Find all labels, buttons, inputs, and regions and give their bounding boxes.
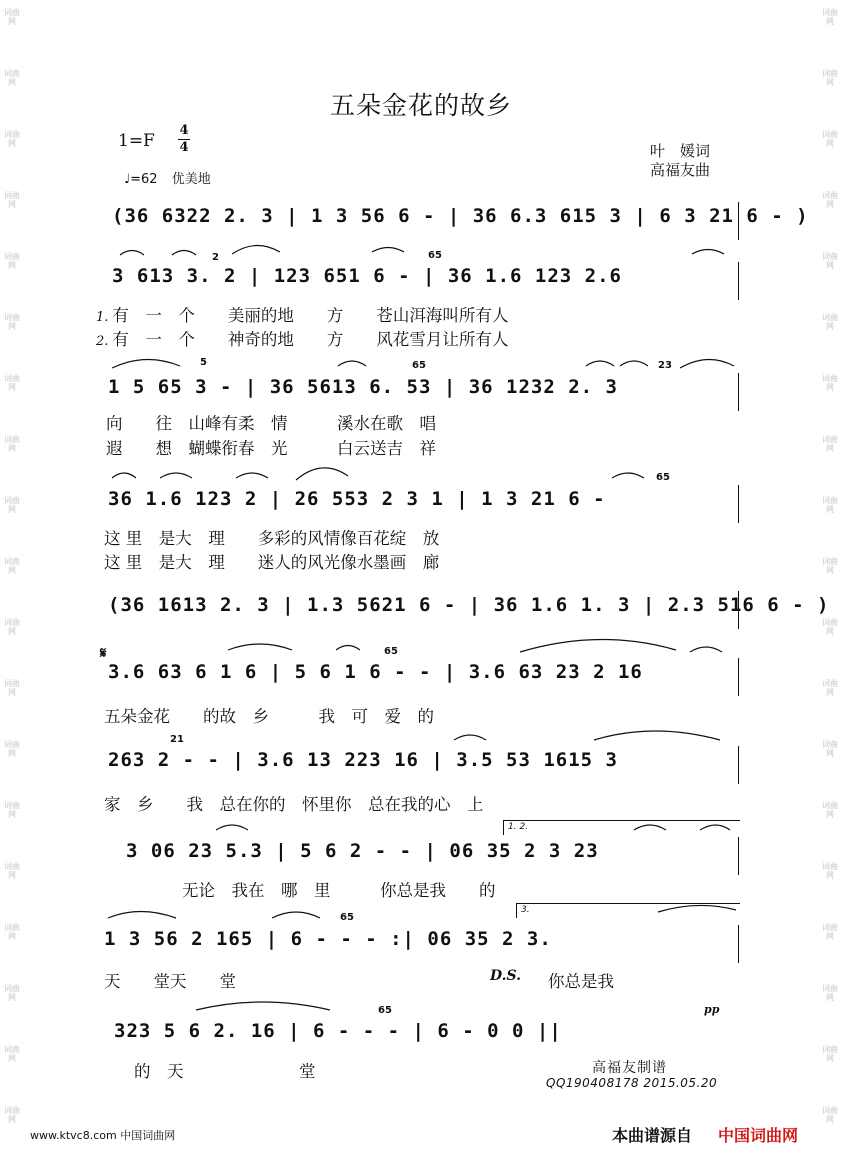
watermark-text: 词曲网 — [822, 862, 838, 880]
watermark-text: 词曲网 — [4, 496, 20, 514]
notation-line-10: 323 5 6 2. 16 | 6 - - - | 6 - 0 0 || — [114, 1020, 562, 1042]
source-label: 本曲谱源自 — [612, 1126, 693, 1145]
notation-line-5: (36 1613 2. 3 | 1.3 5621 6 - | 36 1.6 1. 3 | 2.3 516 6 - ) — [108, 594, 830, 616]
notation-line-9: 1 3 56 2 165 | 6 - - - :| 06 35 2 3. — [104, 928, 552, 950]
watermark-text: 词曲网 — [4, 679, 20, 697]
notation-line-2: 3 613 3. 2 | 123 651 6 - | 36 1.6 123 2.6 — [112, 265, 622, 287]
watermark-text: 词曲网 — [822, 1106, 838, 1124]
slur — [690, 647, 722, 652]
dal-segno-mark: D.S. — [490, 968, 522, 984]
slur — [120, 251, 144, 256]
watermark-text: 词曲网 — [822, 618, 838, 636]
watermark-text: 词曲网 — [822, 740, 838, 758]
watermark-text: 词曲网 — [822, 679, 838, 697]
verse-number: 2. — [96, 334, 109, 349]
watermark-text: 词曲网 — [822, 313, 838, 331]
grace-note: 5 — [200, 357, 207, 368]
composer-credit: 高福友曲 — [650, 161, 711, 179]
contact-date: QQ190408178 2015.05.20 — [546, 1076, 718, 1090]
watermark-text: 词曲网 — [4, 313, 20, 331]
slur — [338, 361, 366, 366]
lyric-verse1-line3: 这 里 是大 理 多彩的风情像百花绽 放 — [104, 529, 440, 548]
time-signature-bottom: 4 — [179, 140, 189, 155]
time-signature-top: 4 — [179, 123, 189, 138]
grace-note: 65 — [428, 250, 442, 261]
slur — [272, 912, 320, 918]
slur — [594, 731, 720, 740]
song-title: 五朵金花的故乡 — [329, 91, 512, 120]
watermark-text: 词曲网 — [822, 69, 838, 87]
notation-line-8: 3 06 23 5.3 | 5 6 2 - - | 06 35 2 3 23 — [126, 840, 599, 862]
slur — [296, 468, 348, 480]
notation-line-7: 263 2 - - | 3.6 13 223 16 | 3.5 53 1615 3 — [108, 749, 618, 771]
tempo-value: ♩=62 — [124, 172, 158, 187]
slur — [108, 912, 176, 919]
dynamic-marking: pp — [704, 1003, 720, 1016]
watermark-text: 词曲网 — [4, 1106, 20, 1124]
notation-line-6: 3.6 63 6 1 6 | 5 6 1 6 - - | 3.6 63 23 2 16 — [108, 661, 643, 683]
watermark-text: 词曲网 — [822, 1045, 838, 1063]
watermark-text: 词曲网 — [4, 618, 20, 636]
lyric-verse2-line3: 这 里 是大 理 迷人的风光像水墨画 廊 — [104, 553, 440, 572]
watermark-text: 词曲网 — [4, 374, 20, 392]
volta-bracket-1: 1. 2. — [503, 820, 740, 835]
notation-line-4: 36 1.6 123 2 | 26 553 2 3 1 | 1 3 21 6 - — [108, 488, 606, 510]
watermark-text: 词曲网 — [4, 862, 20, 880]
lyric-chorus-line1: 五朵金花 的故 乡 我 可 爱 的 — [104, 707, 434, 726]
watermark-text: 词曲网 — [822, 923, 838, 941]
slur — [112, 473, 136, 478]
lyricist-credit: 叶 媛词 — [650, 142, 711, 160]
grace-note: 21 — [170, 734, 184, 745]
lyric-verse2-line2: 遐 想 蝴蝶衔春 光 白云送吉 祥 — [106, 439, 436, 458]
slur — [236, 473, 268, 478]
watermark-text: 词曲网 — [822, 8, 838, 26]
grace-note: 23 — [658, 360, 672, 371]
watermark-text: 词曲网 — [822, 252, 838, 270]
watermark-text: 词曲网 — [4, 923, 20, 941]
watermark-text: 词曲网 — [4, 252, 20, 270]
slur — [700, 825, 730, 830]
watermark-text: 词曲网 — [4, 8, 20, 26]
slur — [216, 825, 248, 830]
lyric-chorus-line2: 家 乡 我 总在你的 怀里你 总在我的心 上 — [104, 795, 484, 814]
transcriber-credit: 高福友制谱 — [592, 1060, 667, 1076]
lyric-chorus-line5: 的 天 堂 — [134, 1062, 316, 1081]
source-site-link[interactable]: 中国词曲网 — [718, 1126, 799, 1145]
slur — [680, 359, 734, 368]
lyric-verse1-line1: 1. 有 一 个 美丽的地 方 苍山洱海叫所有人 — [96, 306, 509, 325]
lyric-chorus-line4: 天 堂天 堂 — [104, 972, 236, 991]
grace-note: 65 — [656, 472, 670, 483]
watermark-text: 词曲网 — [4, 984, 20, 1002]
slur — [620, 361, 648, 366]
tempo-expression: 优美地 — [171, 172, 211, 187]
slur — [172, 251, 196, 256]
slur — [196, 1002, 330, 1010]
watermark-text: 词曲网 — [822, 557, 838, 575]
watermark-text: 词曲网 — [822, 191, 838, 209]
watermark-text: 词曲网 — [4, 69, 20, 87]
watermark-text: 词曲网 — [822, 801, 838, 819]
lyric-verse1-line2: 向 往 山峰有柔 情 溪水在歌 唱 — [106, 414, 436, 433]
slur — [586, 361, 614, 366]
segno-sign: 𝄋 — [100, 644, 107, 662]
grace-note: 65 — [340, 912, 354, 923]
grace-note: 65 — [384, 646, 398, 657]
slur — [232, 245, 280, 254]
watermark-text: 词曲网 — [822, 130, 838, 148]
slur — [520, 639, 676, 652]
slur — [228, 644, 292, 650]
slur — [658, 905, 736, 912]
slur — [612, 473, 644, 478]
watermark-text: 词曲网 — [822, 984, 838, 1002]
watermark-text: 词曲网 — [4, 435, 20, 453]
grace-note: 65 — [412, 360, 426, 371]
watermark-text: 词曲网 — [4, 1045, 20, 1063]
slur — [112, 359, 180, 368]
watermark-text: 词曲网 — [822, 374, 838, 392]
notation-line-1: (36 6322 2. 3 | 1 3 56 6 - | 36 6.3 615 3 | 6 3 21 6 - ) — [112, 205, 809, 227]
watermark-text: 词曲网 — [4, 191, 20, 209]
volta-bracket-2: 3. — [516, 903, 740, 918]
lyric-chorus-line3: 无论 我在 哪 里 你总是我 的 — [182, 881, 496, 900]
verse-number: 1. — [96, 310, 109, 325]
site-url-link[interactable]: www.ktvc8.com 中国词曲网 — [30, 1129, 176, 1142]
lyric-verse2-line1: 2. 有 一 个 神奇的地 方 风花雪月让所有人 — [96, 330, 509, 349]
watermark-text: 词曲网 — [822, 435, 838, 453]
slur — [634, 825, 666, 830]
notation-line-3: 1 5 65 3 - | 36 5613 6. 53 | 36 1232 2. 3 — [108, 376, 618, 398]
slur — [454, 735, 486, 740]
slur — [336, 646, 360, 651]
slur — [160, 473, 192, 478]
grace-note: 2 — [212, 252, 219, 263]
slur — [692, 250, 724, 255]
watermark-text: 词曲网 — [4, 740, 20, 758]
key-signature: 1=F — [118, 131, 155, 151]
slur — [372, 248, 404, 253]
watermark-text: 词曲网 — [4, 130, 20, 148]
lyric-chorus-line4b: 你总是我 — [548, 972, 614, 991]
watermark-text: 词曲网 — [822, 496, 838, 514]
grace-note: 65 — [378, 1005, 392, 1016]
watermark-text: 词曲网 — [4, 801, 20, 819]
watermark-text: 词曲网 — [4, 557, 20, 575]
